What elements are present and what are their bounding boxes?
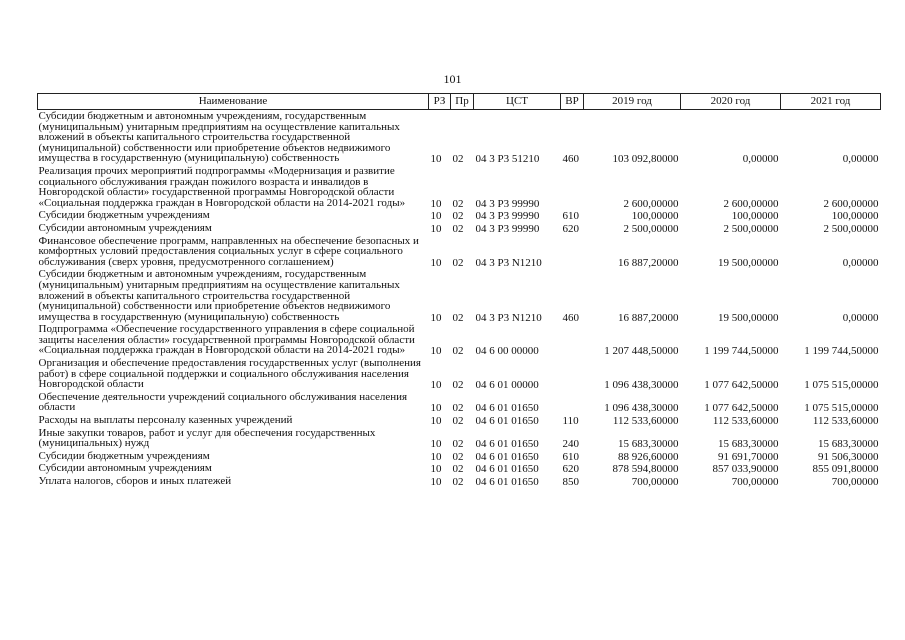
row-cst: 04 6 01 00000 bbox=[475, 379, 539, 392]
row-cst: 04 3 Р3 N1210 bbox=[475, 311, 542, 324]
row-name: Уплата налогов, сборов и иных платежей bbox=[38, 475, 232, 487]
row-vr bbox=[561, 165, 584, 209]
row-2019: 2 500,00000 bbox=[623, 222, 679, 235]
row-rz: 10 bbox=[430, 222, 442, 235]
row-rz: 10 bbox=[430, 379, 442, 392]
row-rz: 10 bbox=[430, 311, 442, 324]
row-pr: 02 bbox=[452, 402, 464, 415]
row-pr: 02 bbox=[452, 415, 464, 428]
row-cst: 04 3 Р3 99990 bbox=[475, 222, 540, 235]
row-2020: 1 077 642,50000 bbox=[704, 402, 779, 415]
row-cst: 04 6 00 00000 bbox=[475, 345, 539, 358]
row-vr: 240 bbox=[562, 438, 579, 451]
row-vr: 460 bbox=[562, 153, 579, 166]
row-rz: 10 bbox=[430, 476, 442, 488]
row-2021: 112 533,60000 bbox=[812, 415, 879, 428]
row-pr: 02 bbox=[452, 450, 464, 463]
row-2019: 103 092,80000 bbox=[612, 153, 679, 166]
row-cst: 04 6 01 01650 bbox=[475, 415, 539, 428]
row-pr: 02 bbox=[452, 311, 464, 324]
row-pr: 02 bbox=[452, 197, 464, 210]
row-2021: 0,00000 bbox=[842, 153, 879, 166]
row-2021: 100,00000 bbox=[831, 210, 879, 223]
table-row bbox=[38, 165, 881, 209]
row-2020: 15 683,30000 bbox=[718, 438, 779, 451]
row-cst: 04 6 01 01650 bbox=[475, 476, 539, 488]
row-2019: 112 533,60000 bbox=[612, 415, 679, 428]
row-cst: 04 3 Р3 51210 bbox=[475, 153, 540, 166]
table-row bbox=[38, 222, 881, 235]
row-2020: 2 500,00000 bbox=[723, 222, 779, 235]
row-rz: 10 bbox=[430, 402, 442, 415]
row-vr bbox=[561, 357, 584, 391]
row-2020: 19 500,00000 bbox=[718, 311, 779, 324]
row-vr bbox=[561, 235, 584, 269]
row-pr: 02 bbox=[452, 210, 464, 223]
row-2021: 15 683,30000 bbox=[818, 438, 879, 451]
row-2021: 2 600,00000 bbox=[823, 197, 879, 210]
row-cst: 04 3 Р3 N1210 bbox=[475, 256, 542, 269]
table-row bbox=[38, 462, 881, 475]
row-2020: 91 691,70000 bbox=[718, 450, 779, 463]
row-2021: 0,00000 bbox=[842, 256, 879, 269]
row-vr: 850 bbox=[562, 476, 579, 488]
row-name: Финансовое обеспечение программ, направленных на обеспечение безопасных и комфортных условий предоставления социальных услуг в сфере социального обслуживания (сверх уровня, предусмотренного соглашением) bbox=[38, 234, 419, 268]
row-rz: 10 bbox=[430, 256, 442, 269]
row-vr: 460 bbox=[562, 311, 579, 324]
page-number: 101 bbox=[443, 72, 462, 86]
row-2021: 1 075 515,00000 bbox=[804, 402, 879, 415]
table-row bbox=[38, 110, 881, 165]
row-name: Субсидии бюджетным учреждениям bbox=[38, 449, 210, 462]
table-row bbox=[38, 268, 881, 323]
header-rz: РЗ bbox=[429, 94, 451, 110]
row-name: Субсидии бюджетным учреждениям bbox=[38, 209, 210, 222]
row-name: Обеспечение деятельности учреждений социального обслуживания населения области bbox=[38, 390, 408, 414]
row-pr: 02 bbox=[452, 476, 464, 488]
row-2020: 857 033,90000 bbox=[712, 463, 779, 476]
row-rz: 10 bbox=[430, 345, 442, 358]
table-row bbox=[38, 357, 881, 391]
row-2019: 878 594,80000 bbox=[612, 463, 679, 476]
header-vr: ВР bbox=[561, 94, 584, 110]
row-2019: 2 600,00000 bbox=[623, 197, 679, 210]
row-2019: 700,00000 bbox=[631, 476, 679, 488]
row-cst: 04 6 01 01650 bbox=[475, 402, 539, 415]
header-name: Наименование bbox=[38, 94, 429, 110]
row-2020: 0,00000 bbox=[742, 153, 779, 166]
row-2019: 15 683,30000 bbox=[618, 438, 679, 451]
row-2019: 1 096 438,30000 bbox=[604, 379, 679, 392]
row-pr: 02 bbox=[452, 345, 464, 358]
row-name: Организация и обеспечение предоставления государственных услуг (выполнения работ) в сфере социальной поддержки и социального обслуживания населения Новгородской области bbox=[38, 357, 421, 391]
table-row bbox=[38, 235, 881, 269]
row-name: Субсидии бюджетным и автономным учреждениям, государственным (муниципальным) унитарным предприятиям на осуществление капитальных вложений в объекты капитального строительства государственной (муниципальной) собственности или приобретение объектов недвижимого имущества в государственную (муниципальную) собственность bbox=[38, 110, 400, 165]
header-pr: Пр bbox=[451, 94, 474, 110]
row-pr: 02 bbox=[452, 438, 464, 451]
header-cst: ЦСТ bbox=[474, 94, 561, 110]
row-2021: 2 500,00000 bbox=[823, 222, 879, 235]
row-pr: 02 bbox=[452, 222, 464, 235]
budget-table bbox=[37, 93, 881, 488]
table-row bbox=[38, 450, 881, 463]
row-2020: 19 500,00000 bbox=[718, 256, 779, 269]
row-2021: 0,00000 bbox=[842, 311, 879, 324]
row-rz: 10 bbox=[430, 463, 442, 476]
row-rz: 10 bbox=[430, 415, 442, 428]
header-2021: 2021 год bbox=[781, 94, 881, 110]
row-vr: 610 bbox=[562, 210, 579, 223]
row-2020: 112 533,60000 bbox=[712, 415, 779, 428]
row-2019: 1 096 438,30000 bbox=[604, 402, 679, 415]
row-2020: 700,00000 bbox=[731, 476, 779, 488]
row-name: Подпрограмма «Обеспечение государственного управления в сфере социальной защиты населения области» государственной программы Новгородской области «Социальная поддержка граждан в Новгородской области на 2014-2021 годы» bbox=[38, 323, 415, 357]
row-pr: 02 bbox=[452, 153, 464, 166]
row-pr: 02 bbox=[452, 256, 464, 269]
row-rz: 10 bbox=[430, 438, 442, 451]
table-row bbox=[38, 414, 881, 427]
row-2019: 100,00000 bbox=[631, 210, 679, 223]
row-2020: 1 077 642,50000 bbox=[704, 379, 779, 392]
table-header-row bbox=[38, 94, 881, 110]
row-cst: 04 6 01 01650 bbox=[475, 450, 539, 463]
row-vr: 610 bbox=[562, 450, 579, 463]
row-2020: 100,00000 bbox=[731, 210, 779, 223]
row-name: Субсидии автономным учреждениям bbox=[38, 462, 212, 475]
header-2019: 2019 год bbox=[584, 94, 681, 110]
row-name: Субсидии бюджетным и автономным учреждениям, государственным (муниципальным) унитарным предприятиям на осуществление капитальных вложений в объекты капитального строительства государственной (муниципальной) собственности или приобретение объектов недвижимого имущества в государственную (муниципальную) собственность bbox=[38, 268, 400, 323]
row-vr: 620 bbox=[562, 463, 579, 476]
row-2021: 855 091,80000 bbox=[812, 463, 879, 476]
row-vr bbox=[561, 323, 584, 357]
row-cst: 04 6 01 01650 bbox=[475, 438, 539, 451]
row-rz: 10 bbox=[430, 210, 442, 223]
row-2020: 2 600,00000 bbox=[723, 197, 779, 210]
row-2021: 1 075 515,00000 bbox=[804, 379, 879, 392]
row-rz: 10 bbox=[430, 197, 442, 210]
row-cst: 04 6 01 01650 bbox=[475, 463, 539, 476]
row-vr: 620 bbox=[562, 222, 579, 235]
row-2019: 16 887,20000 bbox=[618, 311, 679, 324]
row-2021: 91 506,30000 bbox=[818, 450, 879, 463]
table-row bbox=[38, 475, 881, 488]
row-2020: 1 199 744,50000 bbox=[704, 345, 779, 358]
row-name: Иные закупки товаров, работ и услуг для обеспечения государственных (муниципальных) нужд bbox=[38, 426, 376, 450]
row-rz: 10 bbox=[430, 450, 442, 463]
table-row bbox=[38, 209, 881, 222]
row-name: Расходы на выплаты персоналу казенных учреждений bbox=[38, 414, 293, 427]
row-2019: 88 926,60000 bbox=[618, 450, 679, 463]
row-2021: 1 199 744,50000 bbox=[804, 345, 879, 358]
row-rz: 10 bbox=[430, 153, 442, 166]
row-vr: 110 bbox=[562, 415, 579, 428]
row-2021: 700,00000 bbox=[831, 476, 879, 488]
header-2020: 2020 год bbox=[681, 94, 781, 110]
row-pr: 02 bbox=[452, 379, 464, 392]
row-pr: 02 bbox=[452, 463, 464, 476]
table-row bbox=[38, 427, 881, 450]
row-2019: 16 887,20000 bbox=[618, 256, 679, 269]
row-name: Субсидии автономным учреждениям bbox=[38, 221, 212, 234]
row-vr bbox=[561, 391, 584, 414]
row-cst: 04 3 Р3 99990 bbox=[475, 197, 540, 210]
row-cst: 04 3 Р3 99990 bbox=[475, 210, 540, 223]
table-row bbox=[38, 391, 881, 414]
row-2019: 1 207 448,50000 bbox=[604, 345, 679, 358]
row-name: Реализация прочих мероприятий подпрограммы «Модернизация и развитие социального обслуживания граждан пожилого возраста и инвалидов в Новгородской области» государственной программы Новгородской области «Социальная поддержка граждан в Новгородской области на 2014-2021 годы» bbox=[38, 164, 406, 209]
table-row bbox=[38, 323, 881, 357]
